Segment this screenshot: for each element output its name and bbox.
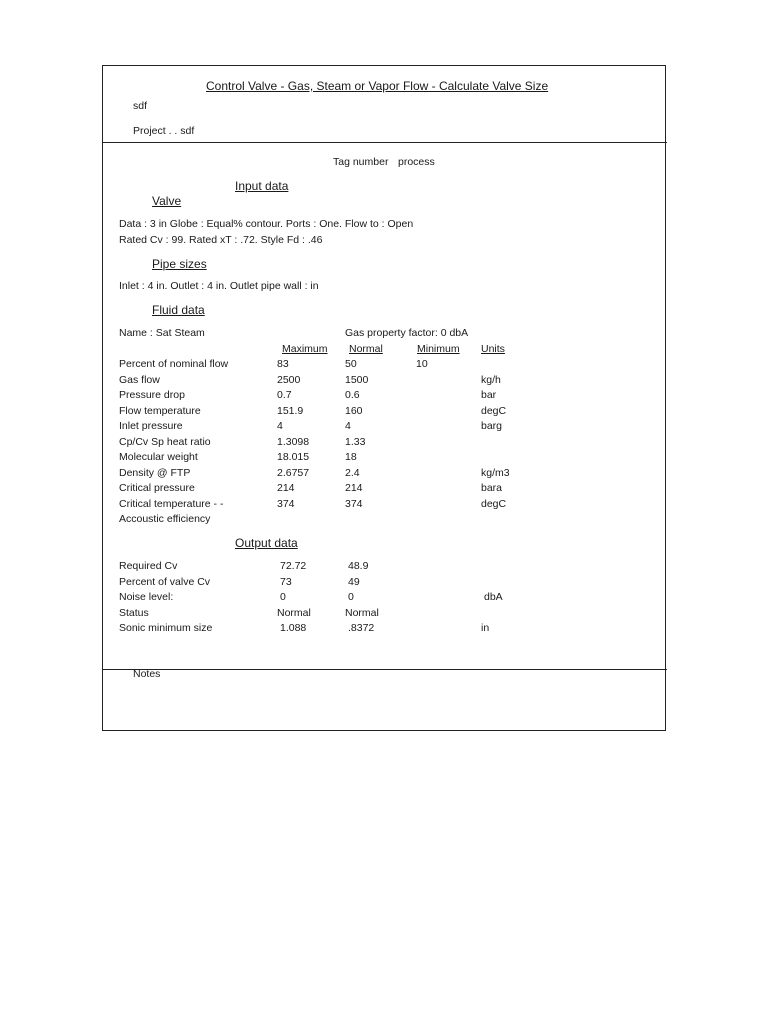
output-row-maximum: Normal — [277, 606, 311, 619]
fluid-row-normal: 18 — [345, 451, 357, 463]
header-subtitle: sdf — [133, 100, 148, 112]
output-row-units: dbA — [484, 591, 503, 604]
output-row-normal: .8372 — [348, 622, 375, 635]
fluid-row-label: Inlet pressure — [119, 420, 183, 432]
header-divider — [102, 142, 667, 143]
output-row-normal: 48.9 — [348, 560, 369, 572]
pipe-sizes-line: Inlet : 4 in. Outlet : 4 in. Outlet pipe wall : in — [119, 280, 319, 292]
fluid-row-maximum: 374 — [277, 497, 295, 510]
fluid-row-label: Critical pressure — [119, 482, 195, 494]
fluid-row-normal: 1.33 — [345, 435, 366, 448]
notes-divider — [102, 669, 667, 670]
fluid-row-maximum: 83 — [277, 358, 289, 370]
output-data-heading: Output data — [235, 536, 298, 550]
fluid-row-label: Pressure drop — [119, 389, 185, 401]
fluid-row-units: degC — [481, 497, 507, 510]
fluid-row-normal: 1500 — [345, 373, 369, 386]
output-row-normal: Normal — [345, 606, 379, 619]
fluid-row-minimum: 10 — [416, 358, 428, 370]
fluid-row-units: kg/h — [481, 373, 501, 386]
valve-data-line: Data : 3 in Globe : Equal% contour. Ports : One. Flow to : Open — [119, 218, 414, 230]
fluid-row-units: bara — [481, 482, 503, 494]
input-data-heading: Input data — [235, 179, 289, 193]
project-line: Project . . sdf — [133, 125, 195, 137]
col-header-units: Units — [481, 343, 505, 355]
fluid-row-normal: 4 — [345, 420, 351, 432]
output-row-label: Percent of valve Cv — [119, 575, 211, 588]
output-row-label: Required Cv — [119, 560, 178, 572]
tag-value: process — [398, 156, 435, 168]
output-row-units: in — [481, 622, 490, 635]
fluid-row-maximum: 2500 — [277, 373, 301, 386]
fluid-row-normal: 50 — [345, 358, 357, 370]
fluid-row-normal: 214 — [345, 482, 363, 494]
fluid-row-maximum: 151.9 — [277, 404, 304, 417]
valve-rating-line: Rated Cv : 99. Rated xT : .72. Style Fd : .46 — [119, 234, 323, 246]
output-row-label: Sonic minimum size — [119, 622, 213, 635]
fluid-row-units: bar — [481, 389, 497, 401]
fluid-data-heading: Fluid data — [152, 303, 205, 317]
notes-label: Notes — [133, 668, 161, 680]
fluid-row-normal: 374 — [345, 497, 363, 510]
fluid-name: Name : Sat Steam — [119, 327, 205, 339]
output-row-maximum: 1.088 — [280, 622, 307, 635]
col-header-minimum: Minimum — [417, 343, 460, 355]
fluid-row-label: Flow temperature — [119, 404, 201, 417]
output-row-normal: 49 — [348, 575, 360, 588]
fluid-row-label: Cp/Cv Sp heat ratio — [119, 435, 211, 448]
output-row-maximum: 73 — [280, 575, 292, 588]
fluid-row-maximum: 4 — [277, 420, 283, 432]
fluid-row-units: degC — [481, 404, 507, 417]
fluid-row-normal: 2.4 — [345, 466, 360, 479]
fluid-row-label: Density @ FTP — [119, 466, 191, 479]
col-header-maximum: Maximum — [282, 343, 328, 355]
tag-label: Tag number — [333, 156, 389, 168]
output-row-normal: 0 — [348, 591, 354, 604]
fluid-row-units: barg — [481, 420, 503, 432]
fluid-row-units: kg/m3 — [481, 466, 510, 479]
fluid-row-maximum: 1.3098 — [277, 435, 310, 448]
fluid-row-label: Molecular weight — [119, 451, 198, 463]
page-title: Control Valve - Gas, Steam or Vapor Flow - Calculate Valve Size — [206, 79, 549, 93]
fluid-row-maximum: 2.6757 — [277, 466, 310, 479]
fluid-row-normal: 0.6 — [345, 389, 360, 401]
output-row-maximum: 0 — [280, 591, 286, 604]
fluid-row-maximum: 18.015 — [277, 451, 310, 463]
fluid-row-label: Critical temperature - - — [119, 497, 224, 510]
output-row-label: Noise level: — [119, 591, 174, 604]
fluid-row-label: Gas flow — [119, 373, 160, 386]
fluid-row-label: Accoustic efficiency — [119, 513, 211, 525]
fluid-row-maximum: 0.7 — [277, 389, 292, 401]
fluid-row-normal: 160 — [345, 404, 363, 417]
fluid-row-label: Percent of nominal flow — [119, 358, 229, 370]
col-header-normal: Normal — [349, 343, 383, 355]
output-row-maximum: 72.72 — [280, 560, 307, 572]
output-row-label: Status — [119, 606, 149, 619]
gas-property-factor: Gas property factor: 0 dbA — [345, 327, 469, 339]
pipe-sizes-heading: Pipe sizes — [152, 257, 207, 271]
fluid-row-maximum: 214 — [277, 482, 295, 494]
valve-heading: Valve — [152, 194, 182, 208]
